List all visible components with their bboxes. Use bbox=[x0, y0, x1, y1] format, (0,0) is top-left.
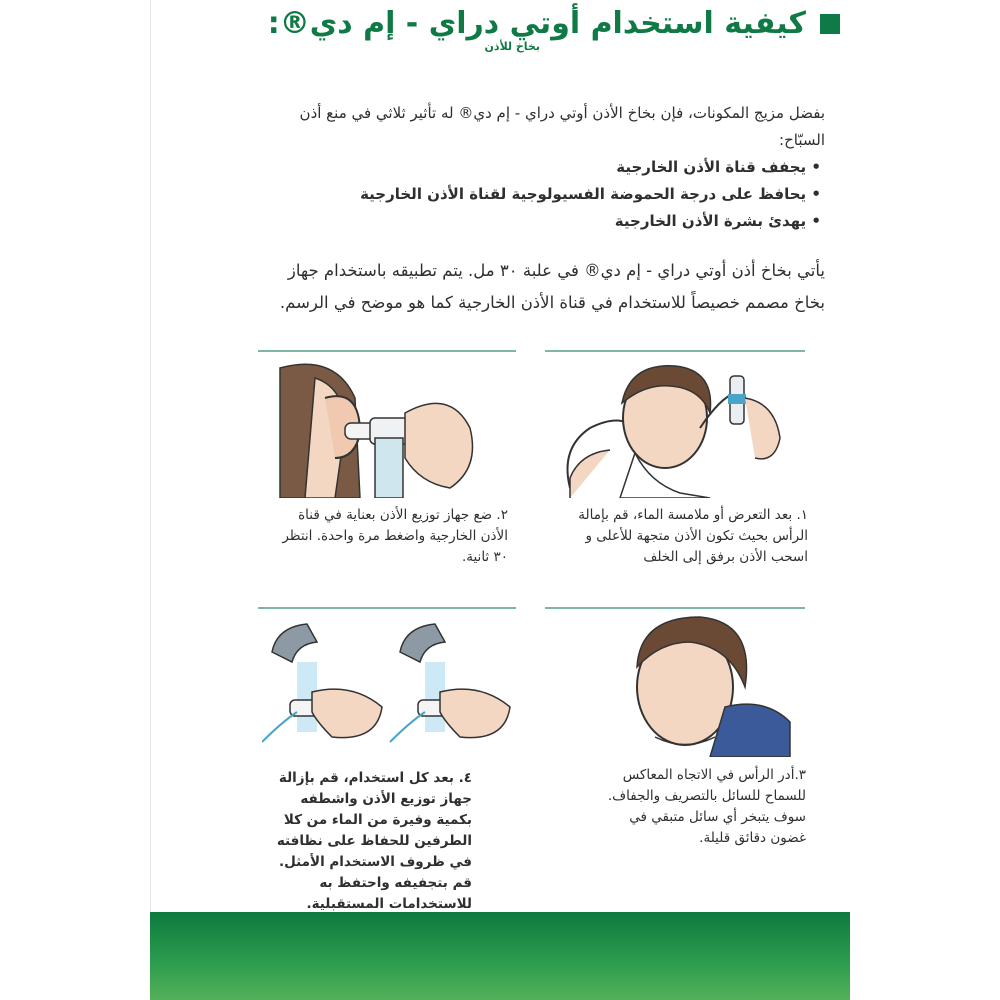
step-2-text: ٢. ضع جهاز توزيع الأذن بعناية في قناة الأذن الخارجية واضغط مرة واحدة. انتظر ٣٠ ثانية. bbox=[282, 507, 508, 565]
intro-section bbox=[265, 100, 825, 235]
usage-paragraph: يأتي بخاخ أذن أوتي دراي - إم دي® في علبة ٣٠ مل. يتم تطبيقه باستخدام جهاز بخاخ مصمم خصيصاً للاستخدام في قناة الأذن الخارجية كما هو موضح في الرسم. bbox=[279, 261, 825, 312]
page-header bbox=[160, 4, 840, 53]
page-title: كيفية استخدام أوتي دراي - إم دي®: bbox=[267, 6, 806, 41]
divider-rule bbox=[545, 607, 805, 609]
footer-green-band bbox=[150, 912, 850, 1000]
divider-rule bbox=[545, 350, 805, 352]
step-3-text: ٣.أدر الرأس في الاتجاه المعاكس للسماح للسائل بالتصريف والجفاف. سوف يتبخر أي سائل متبقي في غضون دقائق قليلة. bbox=[607, 767, 806, 846]
header-square-icon bbox=[820, 14, 840, 34]
step3-illustration bbox=[615, 612, 795, 757]
benefit-item: • يجفف قناة الأذن الخارجية bbox=[265, 154, 821, 181]
step4-illustration bbox=[262, 612, 517, 752]
benefit-item: • يحافظ على درجة الحموضة الفسيولوجية لقناة الأذن الخارجية bbox=[265, 181, 821, 208]
benefit-item: • يهدئ بشرة الأذن الخارجية bbox=[265, 208, 821, 235]
page-margin bbox=[0, 0, 151, 1000]
intro-paragraph: بفضل مزيج المكونات، فإن بخاخ الأذن أوتي دراي - إم دي® له تأثير ثلاثي في منع أذن السبّاح: bbox=[299, 104, 825, 149]
step-4-text: ٤. بعد كل استخدام، قم بإزالة جهاز توزيع الأذن واشطفه بكمية وفيرة من الماء من كلا الطرفين للحفاظ على نظافته في ظروف الاستخدام الأمثل. قم بتجفيفه واحتفظ به للاستخدامات المستقبلية. bbox=[276, 770, 472, 912]
benefits-list bbox=[265, 154, 825, 235]
divider-rule bbox=[258, 607, 516, 609]
page-subtitle: بخاخ للأذن bbox=[484, 40, 540, 53]
divider-rule bbox=[258, 350, 516, 352]
step-1-text: ١. بعد التعرض أو ملامسة الماء، قم بإمالة الرأس بحيث تكون الأذن متجهة للأعلى و اسحب الأذن برفق إلى الخلف bbox=[578, 507, 808, 565]
step1-illustration bbox=[550, 358, 800, 498]
step2-illustration bbox=[275, 358, 495, 498]
